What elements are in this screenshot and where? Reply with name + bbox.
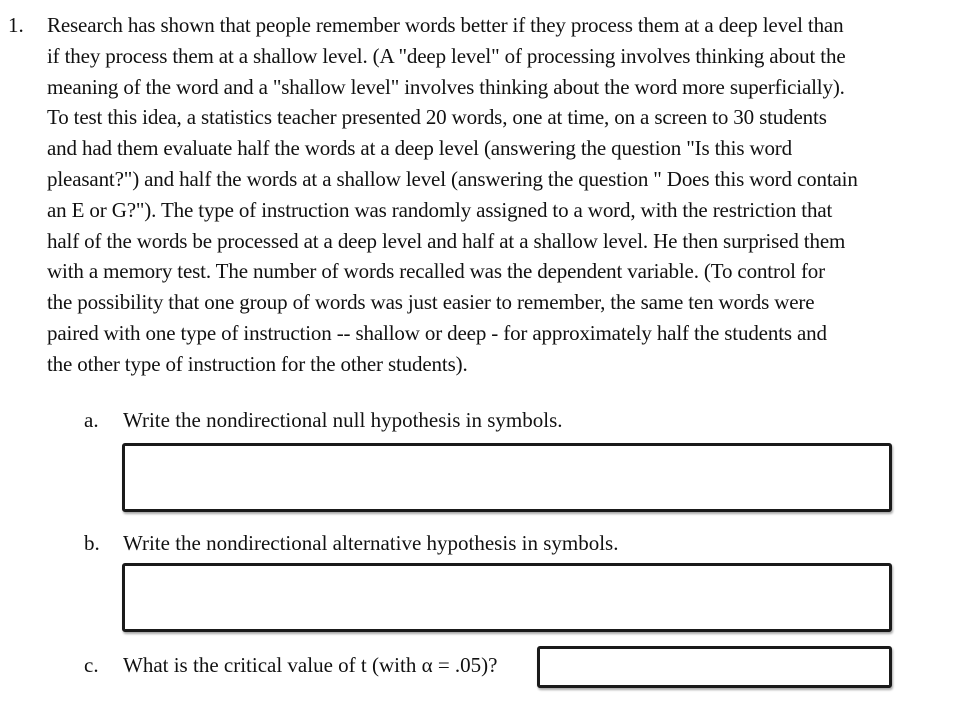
stem-line: paired with one type of instruction -- shallow or deep - for approximately half the students and (47, 320, 827, 345)
part-c-answer-box[interactable] (537, 646, 892, 688)
part-b-label: b. (84, 531, 100, 555)
stem-line: an E or G?"). The type of instruction was randomly assigned to a word, with the restriction that (47, 197, 833, 222)
stem-line: the other type of instruction for the other students). (47, 351, 468, 376)
part-a-label: a. (84, 408, 99, 432)
stem-line: if they process them at a shallow level. (A "deep level" of processing involves thinking about the (47, 43, 846, 68)
part-b-answer-box[interactable] (122, 563, 892, 632)
stem-line: meaning of the word and a "shallow level" involves thinking about the word more superficially). (47, 74, 845, 99)
question-number: 1. (8, 13, 24, 37)
part-c-label: c. (84, 653, 99, 677)
part-b-prompt: Write the nondirectional alternative hypothesis in symbols. (123, 531, 619, 555)
stem-line: half of the words be processed at a deep level and half at a shallow level. He then surprised them (47, 228, 846, 253)
stem-line: the possibility that one group of words was just easier to remember, the same ten words were (47, 290, 815, 315)
question-stem (47, 10, 965, 380)
stem-line: and had them evaluate half the words at a deep level (answering the question "Is this word (47, 136, 793, 161)
stem-line: pleasant?") and half the words at a shallow level (answering the question " Does this word contain (47, 166, 858, 191)
part-c-prompt: What is the critical value of t (with α = .05)? (123, 653, 498, 677)
stem-line: Research has shown that people remember words better if they process them at a deep level than (47, 13, 844, 37)
part-a-prompt: Write the nondirectional null hypothesis in symbols. (123, 408, 563, 432)
part-a-answer-box[interactable] (122, 443, 892, 512)
stem-line: with a memory test. The number of words recalled was the dependent variable. (To control for (47, 259, 825, 284)
stem-line: To test this idea, a statistics teacher presented 20 words, one at time, on a screen to 30 students (47, 105, 827, 130)
